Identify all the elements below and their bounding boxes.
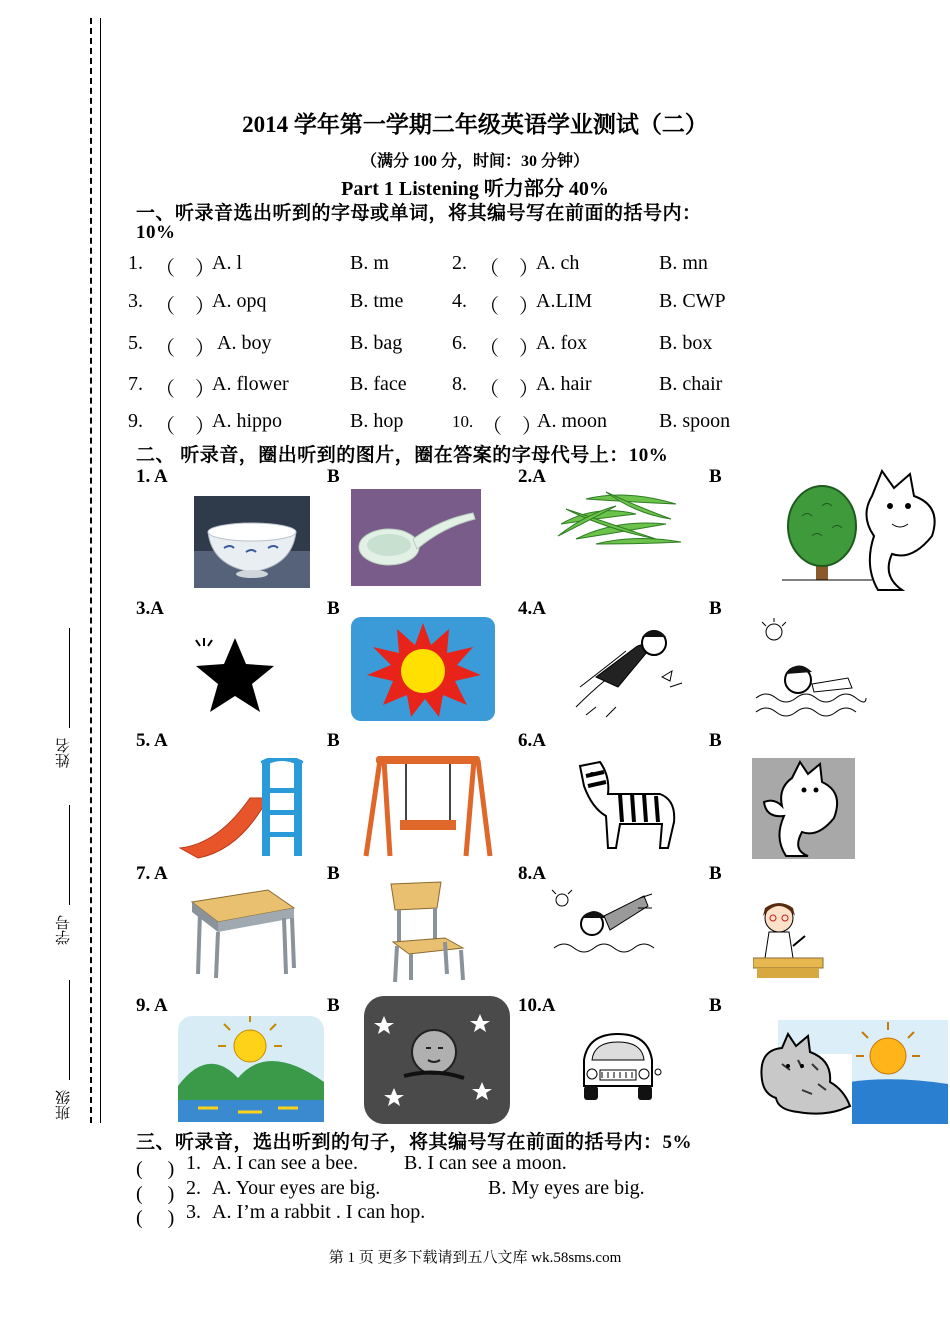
q5-answer-paren[interactable]: （ ）: [155, 338, 215, 360]
q2-option-a: A. ch: [536, 252, 580, 274]
s3-option-a: A. I’m a rabbit . I can hop.: [212, 1201, 426, 1223]
q2-number: 2.: [452, 252, 467, 274]
q9-option-a: A. hippo: [212, 410, 282, 432]
s2-option-b: B. My eyes are big.: [488, 1177, 645, 1199]
swing-image: [362, 752, 494, 860]
class-label: 班级: [54, 1090, 72, 1120]
beans-image: [556, 484, 683, 549]
q4-option-a: A.LIM: [536, 290, 593, 312]
q8-label-b[interactable]: B: [709, 863, 722, 884]
q4-option-b: B. CWP: [659, 290, 726, 312]
q8-option-b: B. chair: [659, 373, 723, 395]
section2-heading: 二、 听录音，圈出听到的图片，圈在答案的字母代号上：10%: [136, 445, 669, 466]
q7-label-b[interactable]: B: [327, 863, 340, 884]
q2-answer-paren[interactable]: （ ）: [479, 258, 539, 280]
q7-option-a: A. flower: [212, 373, 289, 395]
q1-number: 1.: [128, 252, 143, 274]
q3-answer-paren[interactable]: （ ）: [155, 296, 215, 318]
section1-heading: 一、听录音选出听到的字母或单词，将其编号写在前面的括号内：: [136, 203, 702, 224]
q9-option-b: B. hop: [350, 410, 404, 432]
q6-number: 6.: [452, 332, 467, 354]
q1-label-b[interactable]: B: [327, 466, 340, 487]
q10-option-a: A. moon: [537, 410, 607, 432]
q5-option-a: A. boy: [217, 332, 272, 354]
star-image: [190, 632, 280, 716]
q10-option-b: B. spoon: [659, 410, 731, 432]
q3-label-b[interactable]: B: [327, 598, 340, 619]
s2-answer-paren[interactable]: ( ): [136, 1183, 175, 1205]
s2-number: 2.: [186, 1177, 201, 1199]
page-footer: 第 1 页 更多下载请到五八文库 wk.58sms.com: [328, 1250, 622, 1266]
q4-label-a[interactable]: 4.A: [518, 598, 546, 619]
q3-option-b: B. tme: [350, 290, 404, 312]
s3-answer-paren[interactable]: ( ): [136, 1207, 175, 1229]
writing-girl-image: [753, 896, 825, 980]
name-underline: [69, 628, 70, 728]
q1-label-a[interactable]: 1. A: [136, 466, 168, 487]
zebra-image: [570, 756, 682, 856]
cat-and-sunset-image: [752, 1020, 948, 1124]
s2-option-a: A. Your eyes are big.: [212, 1177, 381, 1199]
s1-option-b: B. I can see a moon.: [404, 1152, 567, 1174]
q7-answer-paren[interactable]: （ ）: [155, 379, 215, 401]
q5-label-b[interactable]: B: [327, 730, 340, 751]
spoon-image: [351, 489, 481, 586]
q9-number: 9.: [128, 410, 143, 432]
q5-number: 5.: [128, 332, 143, 354]
chair-image: [385, 880, 467, 984]
q5-label-a[interactable]: 5. A: [136, 730, 168, 751]
q10-answer-paren[interactable]: （ ）: [482, 416, 542, 438]
q3-number: 3.: [128, 290, 143, 312]
s1-option-a: A. I can see a bee.: [212, 1152, 359, 1174]
q7-number: 7.: [128, 373, 143, 395]
q6-label-b[interactable]: B: [709, 730, 722, 751]
q3-option-a: A. opq: [212, 290, 267, 312]
q8-option-a: A. hair: [536, 373, 592, 395]
section1-score: 10%: [136, 222, 176, 243]
q6-option-a: A. fox: [536, 332, 588, 354]
flying-girl-image: [566, 617, 690, 723]
slide-image: [178, 758, 310, 860]
q8-answer-paren[interactable]: （ ）: [479, 379, 539, 401]
part-heading: Part 1 Listening 听力部分 40%: [341, 178, 609, 200]
q1-option-b: B. m: [350, 252, 389, 274]
q1-answer-paren[interactable]: （ ）: [155, 258, 215, 280]
name-label: 姓名: [54, 738, 72, 768]
desk-image: [188, 888, 298, 980]
q9-label-a[interactable]: 9. A: [136, 995, 168, 1016]
q9-answer-paren[interactable]: （ ）: [155, 416, 215, 438]
class-underline: [69, 980, 70, 1080]
swimming-boy-image: [752, 618, 870, 722]
q10-number: 10.: [452, 412, 474, 431]
tree-and-fox-image: [782, 466, 948, 596]
moon-night-image: [364, 996, 510, 1124]
q4-answer-paren[interactable]: （ ）: [479, 296, 539, 318]
q2-label-b[interactable]: B: [709, 466, 722, 487]
s3-number: 3.: [186, 1201, 201, 1223]
car-image: [574, 1030, 662, 1104]
exam-subtitle: （满分 100 分，时间：30 分钟）: [360, 153, 589, 170]
q7-label-a[interactable]: 7. A: [136, 863, 168, 884]
id-underline: [69, 805, 70, 905]
sun-over-hills-image: [178, 1016, 324, 1122]
girl-flying-image: [548, 888, 658, 958]
q1-option-a: A. l: [212, 252, 242, 274]
exam-title: 2014 学年第一学期二年级英语学业测试（二）: [242, 112, 708, 137]
q6-option-b: B. box: [659, 332, 713, 354]
q8-number: 8.: [452, 373, 467, 395]
bowl-image: [194, 496, 310, 588]
section3-heading: 三、听录音，选出听到的句子，将其编号写在前面的括号内：5%: [136, 1132, 693, 1153]
q5-option-b: B. bag: [350, 332, 403, 354]
id-label: 学号: [54, 915, 72, 945]
q2-label-a[interactable]: 2.A: [518, 466, 546, 487]
q10-label-a[interactable]: 10.A: [518, 995, 556, 1016]
q4-number: 4.: [452, 290, 467, 312]
q3-label-a[interactable]: 3.A: [136, 598, 164, 619]
q6-answer-paren[interactable]: （ ）: [479, 338, 539, 360]
q2-option-b: B. mn: [659, 252, 708, 274]
binding-margin: [0, 0, 120, 1344]
q4-label-b[interactable]: B: [709, 598, 722, 619]
q7-option-b: B. face: [350, 373, 407, 395]
q6-label-a[interactable]: 6.A: [518, 730, 546, 751]
sun-image: [351, 617, 495, 721]
fox-image: [752, 758, 855, 859]
s1-answer-paren[interactable]: ( ): [136, 1158, 175, 1180]
q9-label-b[interactable]: B: [327, 995, 340, 1016]
s1-number: 1.: [186, 1152, 201, 1174]
q10-label-b[interactable]: B: [709, 995, 722, 1016]
q8-label-a[interactable]: 8.A: [518, 863, 546, 884]
